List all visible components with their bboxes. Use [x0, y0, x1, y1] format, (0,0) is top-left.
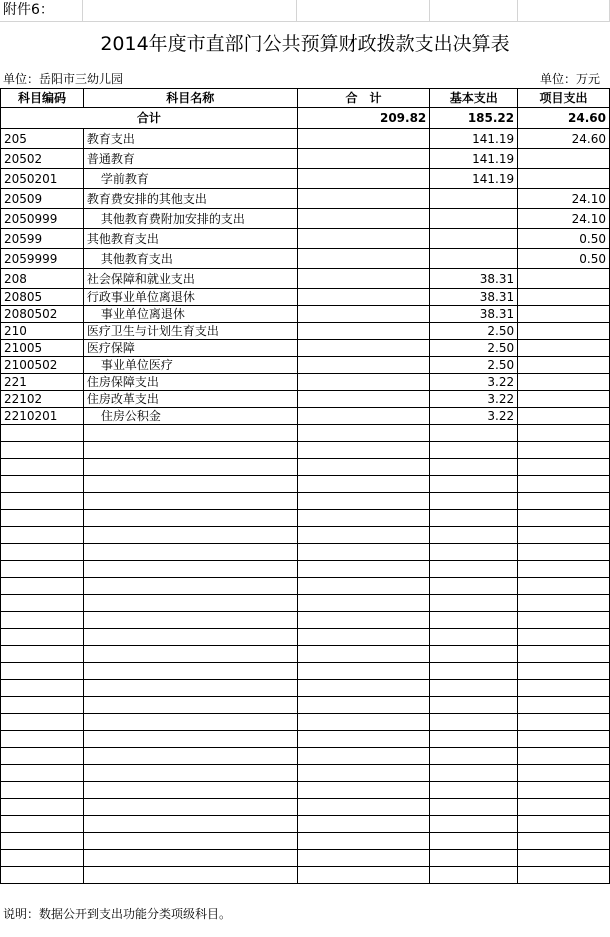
empty-cell	[1, 748, 84, 765]
empty-cell	[430, 476, 518, 493]
row-name	[83, 169, 297, 189]
row-basic	[430, 189, 518, 209]
empty-cell	[297, 527, 430, 544]
empty-cell	[430, 748, 518, 765]
empty-cell	[430, 833, 518, 850]
empty-row	[1, 765, 610, 782]
empty-cell	[1, 493, 84, 510]
empty-cell	[1, 697, 84, 714]
row-basic	[430, 229, 518, 249]
empty-cell	[518, 493, 610, 510]
empty-cell	[83, 442, 297, 459]
row-name: 医疗卫生与计划生育支出	[83, 323, 297, 340]
row-basic: 141.19	[430, 169, 518, 189]
empty-cell	[1, 731, 84, 748]
row-sum	[297, 149, 430, 169]
empty-row	[1, 799, 610, 816]
empty-cell	[518, 748, 610, 765]
empty-cell	[297, 459, 430, 476]
empty-cell	[518, 612, 610, 629]
row-basic: 38.31	[430, 289, 518, 306]
empty-cell	[83, 510, 297, 527]
empty-cell	[83, 765, 297, 782]
empty-cell	[518, 510, 610, 527]
empty-cell	[518, 833, 610, 850]
empty-cell	[430, 544, 518, 561]
row-name: 行政事业单位离退休	[83, 289, 297, 306]
empty-cell	[518, 867, 610, 884]
empty-row	[1, 731, 610, 748]
empty-cell	[297, 748, 430, 765]
empty-cell	[297, 867, 430, 884]
row-name: 教育费安排的其他支出	[83, 189, 297, 209]
empty-row	[1, 527, 610, 544]
empty-cell	[297, 680, 430, 697]
empty-cell	[83, 459, 297, 476]
empty-cell	[297, 612, 430, 629]
empty-cell	[518, 799, 610, 816]
row-sum	[297, 306, 430, 323]
empty-cell	[83, 527, 297, 544]
empty-cell	[518, 731, 610, 748]
empty-cell	[518, 765, 610, 782]
empty-cell	[83, 680, 297, 697]
empty-cell	[83, 748, 297, 765]
empty-cell	[1, 782, 84, 799]
empty-cell	[430, 561, 518, 578]
row-code: 221	[1, 374, 84, 391]
row-name	[83, 306, 297, 323]
footnote: 说明：数据公开到支出功能分类项级科目。	[3, 907, 232, 921]
empty-row	[1, 425, 610, 442]
row-project: 24.10	[518, 189, 610, 209]
empty-cell	[297, 833, 430, 850]
empty-row	[1, 748, 610, 765]
table-row	[1, 408, 610, 425]
empty-cell	[297, 544, 430, 561]
empty-cell	[430, 442, 518, 459]
empty-cell	[1, 850, 84, 867]
page-title: 2014年度市直部门公共预算财政拨款支出决算表	[100, 33, 510, 55]
row-code: 2050201	[1, 169, 84, 189]
row-sum	[297, 189, 430, 209]
table-row	[1, 289, 610, 306]
empty-cell	[518, 459, 610, 476]
empty-row	[1, 833, 610, 850]
empty-cell	[1, 595, 84, 612]
empty-cell	[83, 561, 297, 578]
empty-cell	[83, 867, 297, 884]
empty-row	[1, 646, 610, 663]
empty-row	[1, 816, 610, 833]
unit-name: 单位：岳阳市三幼儿园	[3, 72, 124, 86]
empty-cell	[297, 629, 430, 646]
row-basic: 141.19	[430, 129, 518, 149]
table-row	[1, 129, 610, 149]
row-basic: 2.50	[430, 323, 518, 340]
table-row	[1, 169, 610, 189]
row-code: 20599	[1, 229, 84, 249]
total-label: 合计	[1, 108, 298, 129]
row-project	[518, 323, 610, 340]
empty-cell	[430, 425, 518, 442]
empty-cell	[518, 425, 610, 442]
row-project	[518, 357, 610, 374]
empty-cell	[1, 833, 84, 850]
empty-cell	[518, 714, 610, 731]
row-sum	[297, 209, 430, 229]
row-code: 21005	[1, 340, 84, 357]
empty-row	[1, 510, 610, 527]
empty-row	[1, 442, 610, 459]
empty-cell	[297, 714, 430, 731]
empty-cell	[83, 816, 297, 833]
row-sum	[297, 129, 430, 149]
empty-cell	[297, 765, 430, 782]
row-project: 0.50	[518, 249, 610, 269]
empty-cell	[430, 493, 518, 510]
empty-cell	[83, 663, 297, 680]
row-sum	[297, 374, 430, 391]
row-name: 其他教育支出	[83, 229, 297, 249]
table-row	[1, 189, 610, 209]
empty-cell	[518, 561, 610, 578]
empty-cell	[83, 833, 297, 850]
empty-cell	[297, 442, 430, 459]
row-sum	[297, 289, 430, 306]
empty-row	[1, 680, 610, 697]
row-code: 22102	[1, 391, 84, 408]
empty-cell	[83, 578, 297, 595]
table-row	[1, 229, 610, 249]
empty-cell	[83, 595, 297, 612]
empty-cell	[518, 680, 610, 697]
empty-cell	[297, 850, 430, 867]
row-project: 24.10	[518, 209, 610, 229]
row-project: 24.60	[518, 129, 610, 149]
empty-cell	[297, 731, 430, 748]
empty-row	[1, 493, 610, 510]
empty-cell	[1, 612, 84, 629]
row-project	[518, 408, 610, 425]
row-project: 0.50	[518, 229, 610, 249]
row-basic: 3.22	[430, 408, 518, 425]
empty-cell	[1, 629, 84, 646]
empty-cell	[1, 527, 84, 544]
row-name-text: 事业单位医疗	[100, 358, 173, 372]
empty-cell	[430, 731, 518, 748]
row-project	[518, 374, 610, 391]
empty-row	[1, 629, 610, 646]
empty-cell	[430, 646, 518, 663]
row-project	[518, 340, 610, 357]
row-name-text: 事业单位离退休	[100, 307, 185, 321]
row-basic: 38.31	[430, 306, 518, 323]
empty-row	[1, 544, 610, 561]
table-header-row	[1, 89, 610, 108]
empty-cell	[1, 765, 84, 782]
empty-cell	[518, 646, 610, 663]
row-project	[518, 269, 610, 289]
budget-table	[0, 88, 610, 884]
empty-cell	[83, 476, 297, 493]
empty-cell	[518, 663, 610, 680]
empty-cell	[83, 425, 297, 442]
empty-cell	[83, 544, 297, 561]
empty-cell	[1, 476, 84, 493]
total-project: 24.60	[518, 108, 610, 129]
empty-cell	[430, 714, 518, 731]
table-row	[1, 306, 610, 323]
row-name: 普通教育	[83, 149, 297, 169]
table-row	[1, 391, 610, 408]
row-name: 教育支出	[83, 129, 297, 149]
empty-row	[1, 782, 610, 799]
row-name: 住房改革支出	[83, 391, 297, 408]
row-project	[518, 391, 610, 408]
empty-row	[1, 595, 610, 612]
empty-cell	[518, 578, 610, 595]
row-basic: 38.31	[430, 269, 518, 289]
empty-cell	[83, 714, 297, 731]
table-row	[1, 149, 610, 169]
header-code: 科目编码	[1, 89, 84, 108]
header-name: 科目名称	[83, 89, 297, 108]
empty-cell	[83, 612, 297, 629]
row-basic: 3.22	[430, 391, 518, 408]
empty-cell	[430, 510, 518, 527]
row-sum	[297, 391, 430, 408]
empty-cell	[297, 782, 430, 799]
row-project	[518, 169, 610, 189]
empty-cell	[430, 629, 518, 646]
empty-cell	[297, 595, 430, 612]
empty-cell	[430, 595, 518, 612]
empty-cell	[1, 544, 84, 561]
row-sum	[297, 357, 430, 374]
table-row	[1, 340, 610, 357]
row-name	[83, 357, 297, 374]
empty-cell	[297, 493, 430, 510]
empty-cell	[1, 816, 84, 833]
empty-cell	[430, 799, 518, 816]
empty-cell	[430, 867, 518, 884]
empty-cell	[83, 646, 297, 663]
empty-cell	[518, 850, 610, 867]
empty-cell	[518, 527, 610, 544]
table-row	[1, 249, 610, 269]
row-name: 医疗保障	[83, 340, 297, 357]
row-name-text: 其他教育费附加安排的支出	[100, 211, 245, 226]
empty-cell	[430, 663, 518, 680]
row-sum	[297, 229, 430, 249]
table-row	[1, 374, 610, 391]
row-sum	[297, 323, 430, 340]
empty-cell	[297, 578, 430, 595]
row-code: 2100502	[1, 357, 84, 374]
empty-cell	[518, 476, 610, 493]
row-sum	[297, 169, 430, 189]
currency-unit: 单位：万元	[539, 72, 600, 86]
empty-cell	[430, 680, 518, 697]
empty-cell	[297, 646, 430, 663]
empty-cell	[518, 782, 610, 799]
empty-cell	[1, 425, 84, 442]
empty-row	[1, 867, 610, 884]
empty-cell	[297, 476, 430, 493]
empty-cell	[518, 816, 610, 833]
empty-cell	[297, 425, 430, 442]
table-row	[1, 269, 610, 289]
row-code: 205	[1, 129, 84, 149]
row-basic: 2.50	[430, 340, 518, 357]
empty-cell	[1, 578, 84, 595]
empty-cell	[1, 680, 84, 697]
empty-cell	[430, 850, 518, 867]
empty-cell	[518, 595, 610, 612]
table-row	[1, 323, 610, 340]
empty-row	[1, 561, 610, 578]
row-code: 2080502	[1, 306, 84, 323]
row-basic	[430, 209, 518, 229]
row-basic	[430, 249, 518, 269]
empty-cell	[518, 629, 610, 646]
empty-row	[1, 850, 610, 867]
row-sum	[297, 340, 430, 357]
empty-row	[1, 578, 610, 595]
empty-row	[1, 459, 610, 476]
row-code: 210	[1, 323, 84, 340]
row-project	[518, 149, 610, 169]
empty-cell	[1, 867, 84, 884]
row-name	[83, 209, 297, 229]
empty-cell	[1, 646, 84, 663]
header-basic: 基本支出	[430, 89, 518, 108]
empty-cell	[83, 629, 297, 646]
empty-cell	[430, 612, 518, 629]
empty-cell	[1, 510, 84, 527]
empty-cell	[83, 731, 297, 748]
row-project	[518, 289, 610, 306]
row-code: 2050999	[1, 209, 84, 229]
row-project	[518, 306, 610, 323]
table-row	[1, 209, 610, 229]
row-code: 2059999	[1, 249, 84, 269]
empty-cell	[297, 663, 430, 680]
total-sum: 209.82	[297, 108, 430, 129]
row-sum	[297, 269, 430, 289]
attachment-label: 附件6：	[3, 2, 54, 18]
empty-cell	[430, 782, 518, 799]
empty-cell	[430, 697, 518, 714]
empty-cell	[1, 459, 84, 476]
empty-cell	[430, 578, 518, 595]
row-basic: 3.22	[430, 374, 518, 391]
total-basic: 185.22	[430, 108, 518, 129]
empty-cell	[518, 697, 610, 714]
empty-cell	[430, 527, 518, 544]
total-row	[1, 108, 610, 129]
row-code: 20805	[1, 289, 84, 306]
empty-row	[1, 714, 610, 731]
empty-row	[1, 663, 610, 680]
row-name	[83, 249, 297, 269]
empty-cell	[1, 442, 84, 459]
row-name: 社会保障和就业支出	[83, 269, 297, 289]
row-name: 住房保障支出	[83, 374, 297, 391]
empty-cell	[297, 510, 430, 527]
table-row	[1, 357, 610, 374]
empty-cell	[83, 850, 297, 867]
empty-cell	[83, 493, 297, 510]
empty-row	[1, 476, 610, 493]
row-name	[83, 408, 297, 425]
empty-cell	[297, 816, 430, 833]
row-sum	[297, 249, 430, 269]
row-name-text: 住房公积金	[100, 409, 161, 423]
empty-cell	[1, 663, 84, 680]
empty-row	[1, 612, 610, 629]
empty-cell	[430, 459, 518, 476]
empty-cell	[430, 765, 518, 782]
empty-cell	[518, 442, 610, 459]
row-code: 208	[1, 269, 84, 289]
header-project: 项目支出	[518, 89, 610, 108]
empty-cell	[83, 697, 297, 714]
empty-cell	[83, 799, 297, 816]
row-basic: 2.50	[430, 357, 518, 374]
empty-cell	[83, 782, 297, 799]
empty-cell	[297, 697, 430, 714]
empty-cell	[1, 799, 84, 816]
empty-cell	[297, 799, 430, 816]
row-name-text: 学前教育	[100, 171, 149, 186]
header-sum: 合 计	[297, 89, 430, 108]
empty-row	[1, 697, 610, 714]
row-name-text: 其他教育支出	[100, 251, 173, 266]
empty-cell	[1, 714, 84, 731]
row-code: 2210201	[1, 408, 84, 425]
row-code: 20509	[1, 189, 84, 209]
empty-cell	[518, 544, 610, 561]
empty-cell	[297, 561, 430, 578]
row-basic: 141.19	[430, 149, 518, 169]
empty-cell	[1, 561, 84, 578]
row-code: 20502	[1, 149, 84, 169]
row-sum	[297, 408, 430, 425]
empty-cell	[430, 816, 518, 833]
